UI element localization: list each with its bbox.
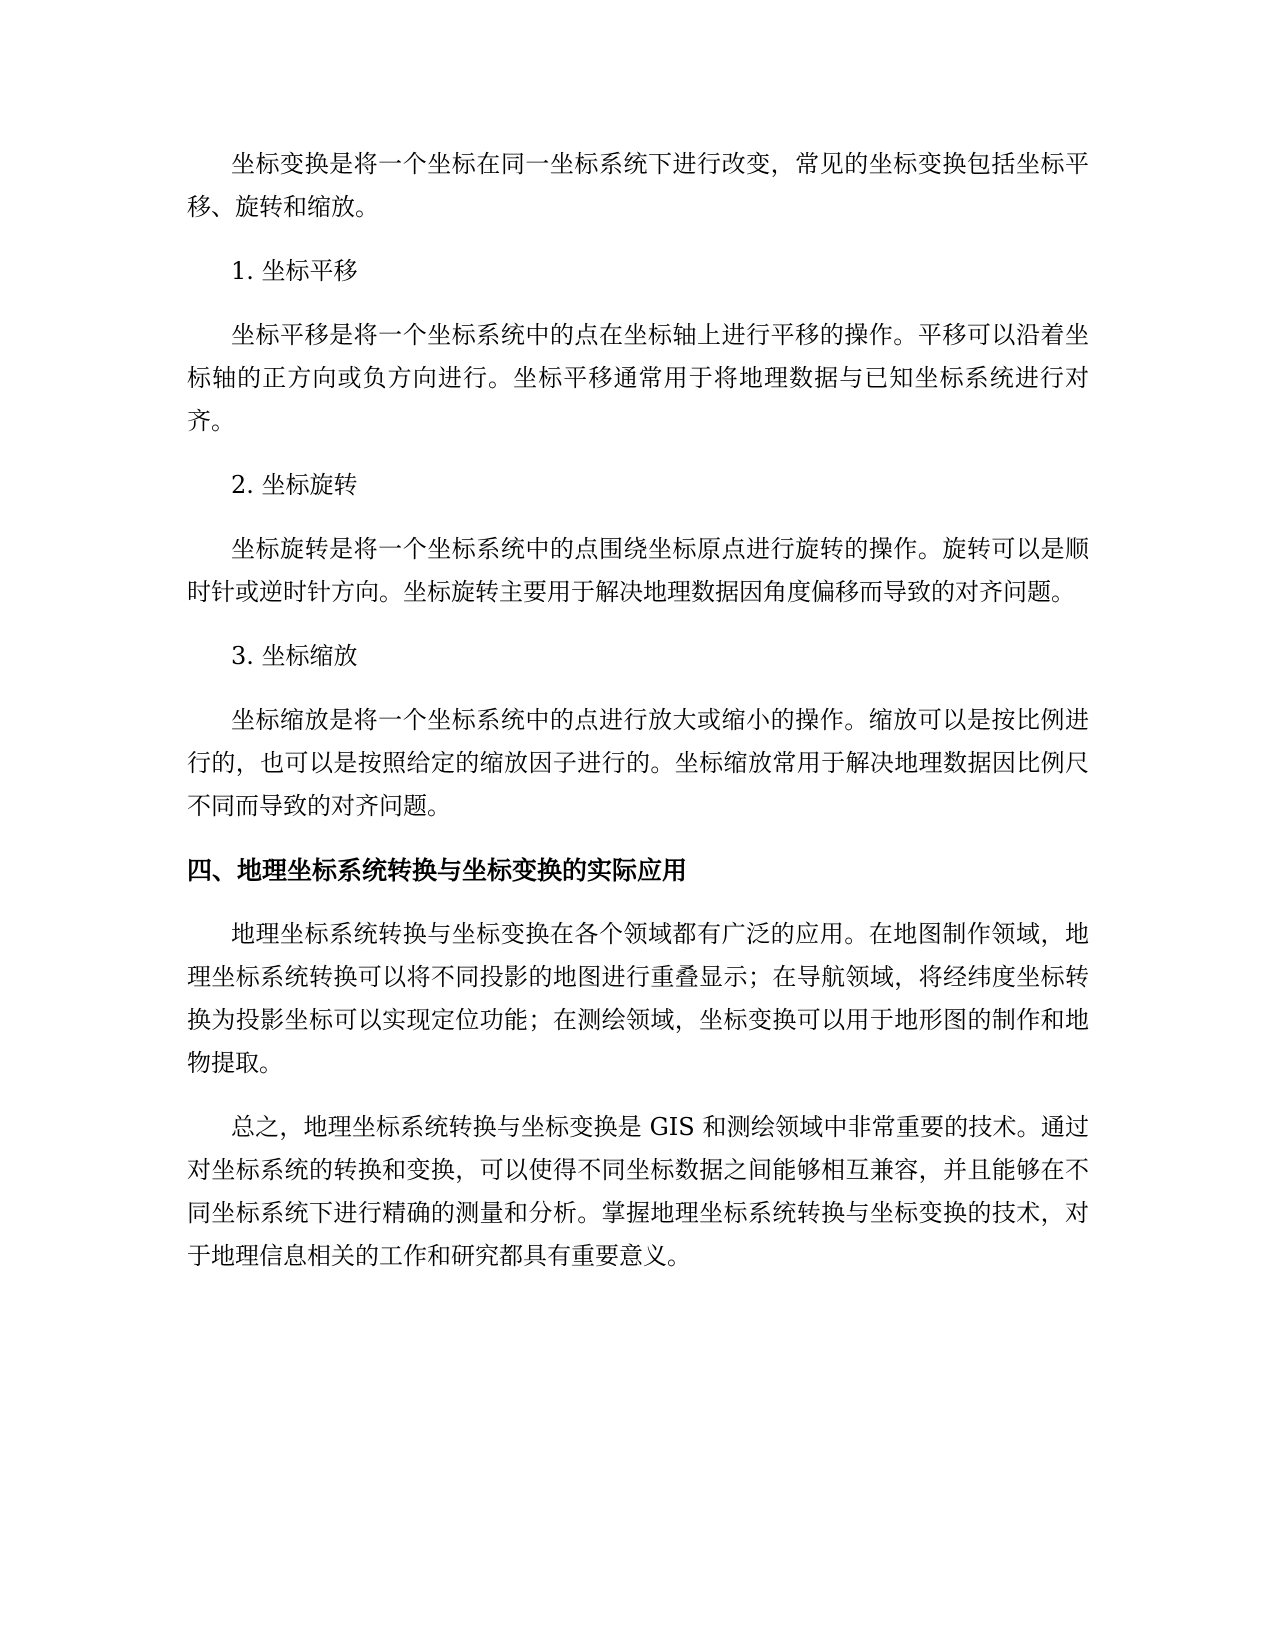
paragraph-gap xyxy=(187,229,1089,250)
paragraph-gap xyxy=(187,443,1089,464)
item-body-rotation: 坐标旋转是将一个坐标系统中的点围绕坐标原点进行旋转的操作。旋转可以是顺时针或逆时针方向。坐标旋转主要用于解决地理数据因角度偏移而导致的对齐问题。 xyxy=(187,535,1089,606)
item-body-scaling: 坐标缩放是将一个坐标系统中的点进行放大或缩小的操作。缩放可以是按比例进行的，也可以是按照给定的缩放因子进行的。坐标缩放常用于解决地理数据因比例尺不同而导致的对齐问题。 xyxy=(187,706,1089,820)
conclusion-paragraph: 总之，地理坐标系统转换与坐标变换是 GIS 和测绘领域中非常重要的技术。通过对坐标系统的转换和变换，可以使得不同坐标数据之间能够相互兼容，并且能够在不同坐标系统下进行精确的测量和分析。掌握地理坐标系统转换与坐标变换的技术，对于地理信息相关的工作和研究都具有重要意义。 xyxy=(187,1113,1089,1270)
paragraph-gap xyxy=(187,828,1089,849)
section-heading: 四、地理坐标系统转换与坐标变换的实际应用 xyxy=(187,856,688,885)
item-title-scaling: 3. 坐标缩放 xyxy=(231,642,358,670)
paragraph-gap xyxy=(187,614,1089,635)
item-body-translation: 坐标平移是将一个坐标系统中的点在坐标轴上进行平移的操作。平移可以沿着坐标轴的正方向或负方向进行。坐标平移通常用于将地理数据与已知坐标系统进行对齐。 xyxy=(187,321,1089,435)
paragraph-gap xyxy=(187,1085,1089,1106)
paragraph-gap xyxy=(187,293,1089,314)
paragraph-gap xyxy=(187,678,1089,699)
document-body xyxy=(187,143,1089,1278)
paragraph-gap xyxy=(187,892,1089,913)
item-title-translation: 1. 坐标平移 xyxy=(231,257,358,285)
intro-paragraph: 坐标变换是将一个坐标在同一坐标系统下进行改变，常见的坐标变换包括坐标平移、旋转和缩放。 xyxy=(187,150,1089,221)
item-title-rotation: 2. 坐标旋转 xyxy=(231,471,358,499)
application-paragraph: 地理坐标系统转换与坐标变换在各个领域都有广泛的应用。在地图制作领域，地理坐标系统转换可以将不同投影的地图进行重叠显示；在导航领域，将经纬度坐标转换为投影坐标可以实现定位功能；在测绘领域，坐标变换可以用于地形图的制作和地物提取。 xyxy=(187,920,1089,1077)
paragraph-gap xyxy=(187,507,1089,528)
